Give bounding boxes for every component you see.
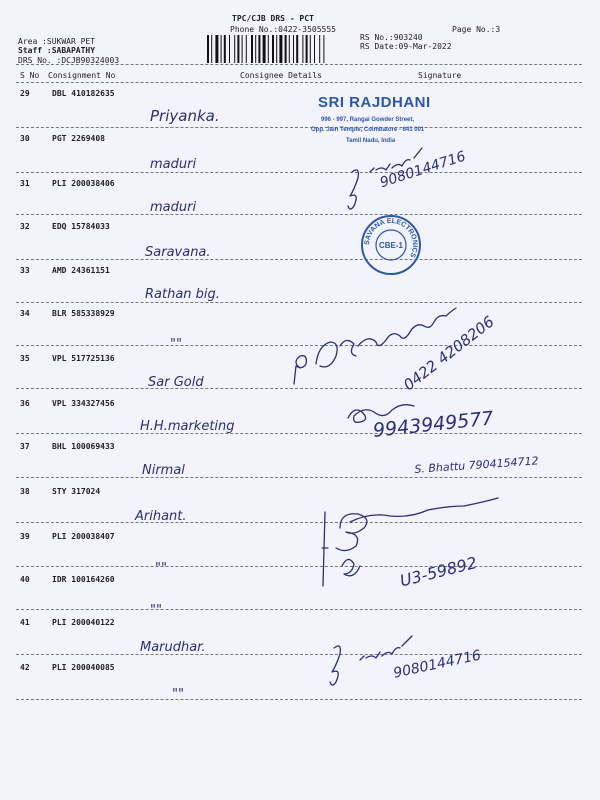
row-sno: 30	[20, 134, 30, 143]
consignee-name: ""	[155, 561, 167, 576]
row-consignment: EDQ 15784033	[52, 222, 110, 231]
signature-mark	[348, 170, 358, 209]
consignee-name: Arihant.	[135, 509, 187, 524]
page-number: Page No.:3	[452, 25, 501, 34]
row-consignment: IDR 100164260	[52, 575, 115, 584]
consignee-name: ""	[172, 687, 184, 702]
drs-number: DRS No. :DCJB90324003	[18, 56, 120, 65]
row-consignment: PGT 2269408	[52, 134, 105, 143]
signature-mark	[330, 646, 340, 685]
signature-phone: 0422 4208206	[400, 312, 498, 395]
row-sno: 39	[20, 532, 30, 541]
row-sno: 32	[20, 222, 30, 231]
consignee-name: maduri	[150, 157, 197, 172]
seal-center-text: CBE-1	[378, 241, 404, 250]
stamp-line3: Tamil Nadu, India	[346, 138, 396, 144]
rs-date: RS Date:09-Mar-2022	[360, 42, 452, 51]
row-sno: 38	[20, 487, 30, 496]
row-sno: 31	[20, 179, 30, 188]
row-sno: 41	[20, 618, 30, 627]
signature-phone: S. Bhattu 7904154712	[414, 454, 539, 476]
row-sno: 29	[20, 89, 30, 98]
row-consignment: BLR 585338929	[52, 309, 115, 318]
phone-number: Phone No.:0422-3505555	[230, 25, 336, 34]
row-consignment: STY 317024	[52, 487, 101, 496]
consignee-name: Saravana.	[145, 245, 211, 260]
col-sno: S No	[20, 71, 40, 80]
row-sno: 42	[20, 663, 30, 672]
row-consignment: VPL 517725136	[52, 354, 115, 363]
row-sno: 36	[20, 399, 30, 408]
rs-number: RS No.:903240	[360, 33, 423, 42]
stamp-line1: 996 - 997, Rangai Gowder Street,	[321, 117, 415, 123]
consignee-name: ""	[170, 337, 182, 352]
row-consignment: PLI 200038406	[52, 179, 115, 188]
row-sno: 40	[20, 575, 30, 584]
document-title: TPC/CJB DRS - PCT	[232, 14, 314, 23]
staff-field: Staff :SABAPATHY	[18, 46, 96, 55]
seal-ring-text: SAVANA ELECTRONICS	[363, 217, 419, 259]
signature-mark	[294, 356, 306, 384]
col-signature: Signature	[418, 71, 462, 80]
signature-mark	[350, 498, 498, 522]
signature-phone: 9943949577	[372, 407, 495, 442]
row-sno: 35	[20, 354, 30, 363]
col-consignment: Consignment No	[48, 71, 116, 80]
row-consignment: PLI 200038407	[52, 532, 115, 541]
col-consignee: Consignee Details	[240, 71, 322, 80]
consignee-name: Nirmal	[142, 463, 185, 478]
consignee-name: Marudhar.	[140, 640, 206, 655]
row-consignment: BHL 100069433	[52, 442, 115, 451]
row-consignment: VPL 334327456	[52, 399, 115, 408]
consignee-name: ""	[150, 603, 162, 618]
stamp-name: SRI RAJDHANI	[318, 94, 431, 111]
consignee-name: maduri	[150, 200, 197, 215]
signature-phone: U3-59892	[398, 552, 479, 591]
stamp-line2: Opp. Jain Temple, Coimbatore - 641 001	[311, 127, 425, 133]
row-consignment: PLI 200040122	[52, 618, 115, 627]
row-consignment: PLI 200040085	[52, 663, 115, 672]
row-consignment: DBL 410182635	[52, 89, 115, 98]
row-sno: 34	[20, 309, 30, 318]
signature-mark	[342, 559, 360, 575]
area-field: Area :SUKWAR PET	[18, 37, 96, 46]
signature-mark	[322, 512, 328, 586]
consignee-name: Priyanka.	[150, 107, 220, 125]
row-sno: 37	[20, 442, 30, 451]
signature-mark	[360, 636, 412, 660]
signature-phone: 9080144716	[378, 148, 468, 192]
consignee-name: Sar Gold	[148, 375, 204, 390]
signature-phone: 9080144716	[392, 647, 483, 682]
consignee-name: Rathan big.	[145, 287, 220, 302]
signature-mark	[336, 514, 367, 551]
row-sno: 33	[20, 266, 30, 275]
row-consignment: AMD 24361151	[52, 266, 110, 275]
consignee-name: H.H.marketing	[140, 419, 235, 434]
